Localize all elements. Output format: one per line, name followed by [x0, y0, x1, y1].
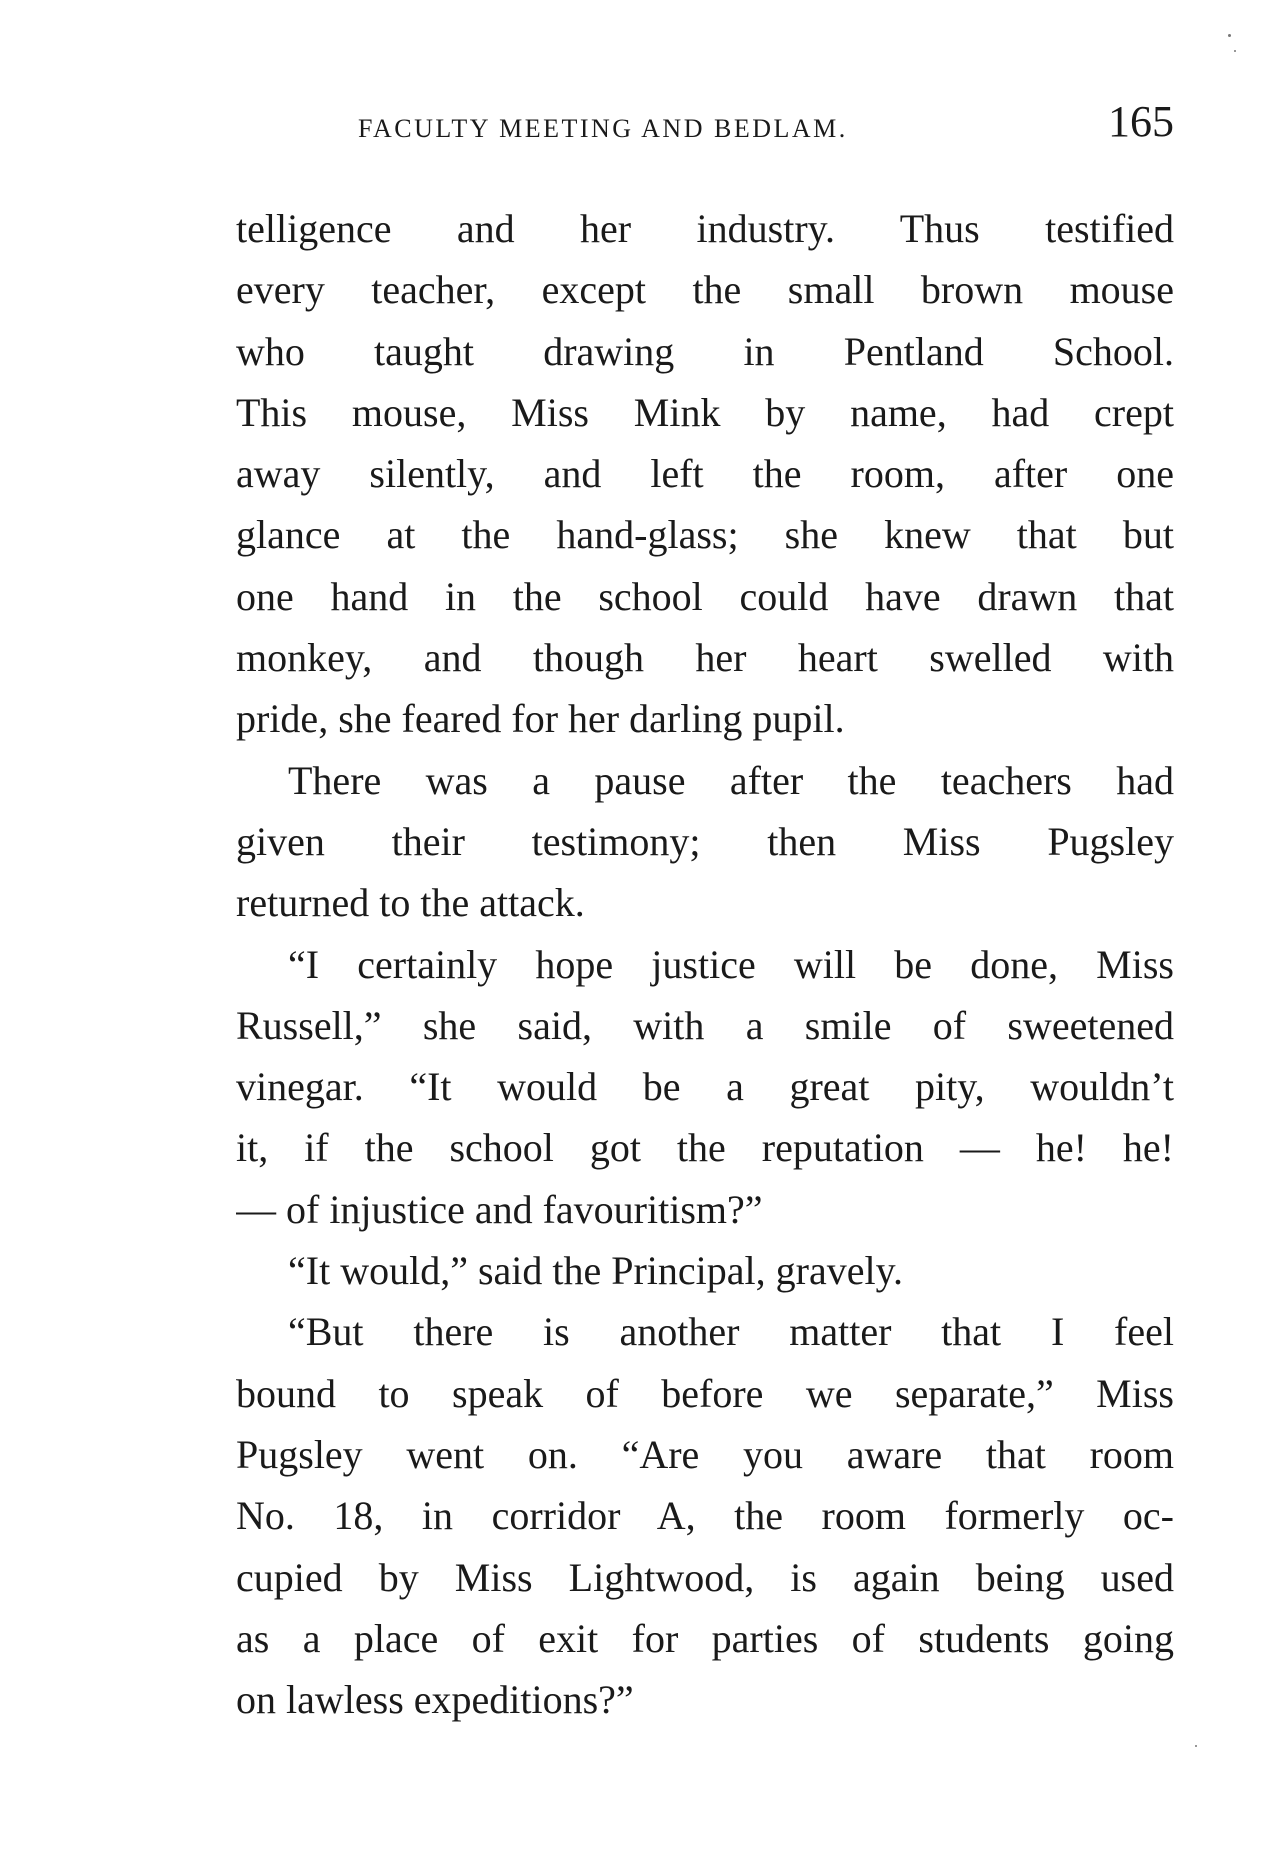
- text-line: bound to speak of before we separate,” Miss: [236, 1370, 1174, 1416]
- text-line: Pugsley went on. “Are you aware that room: [236, 1431, 1174, 1477]
- text-line: vinegar. “It would be a great pity, wouldn’t: [236, 1064, 1174, 1110]
- text-line: given their testimony; then Miss Pugsley: [236, 818, 1174, 864]
- text-line: This mouse, Miss Mink by name, had crept: [236, 389, 1174, 435]
- paper-speck: [1228, 34, 1231, 37]
- text-line: as a place of exit for parties of students going: [236, 1615, 1174, 1661]
- text-line: monkey, and though her heart swelled with: [236, 635, 1174, 681]
- text-line: telligence and her industry. Thus testified: [236, 206, 1174, 251]
- text-line: Russell,” she said, with a smile of sweetened: [236, 1002, 1174, 1048]
- text-line: “It would,” said the Principal, gravely.: [288, 1248, 903, 1294]
- text-line: “I certainly hope justice will be done, Miss: [288, 941, 1174, 987]
- running-title: FACULTY MEETING AND BEDLAM.: [358, 114, 848, 143]
- page-header: [236, 98, 1174, 158]
- text-line: cupied by Miss Lightwood, is again being used: [236, 1554, 1174, 1600]
- text-line: pride, she feared for her darling pupil.: [236, 696, 845, 742]
- text-line: There was a pause after the teachers had: [288, 757, 1174, 803]
- paper-speck: [1234, 50, 1236, 52]
- page-number: 165: [1108, 97, 1174, 146]
- text-line: returned to the attack.: [236, 880, 585, 926]
- body-text: [236, 198, 1174, 1730]
- text-line: on lawless expeditions?”: [236, 1677, 634, 1723]
- text-line: “But there is another matter that I feel: [288, 1309, 1174, 1355]
- text-line: No. 18, in corridor A, the room formerly oc-: [236, 1493, 1174, 1539]
- paper-speck: [1195, 1745, 1197, 1747]
- text-line: it, if the school got the reputation — he! he!: [236, 1125, 1174, 1171]
- text-line: one hand in the school could have drawn that: [236, 573, 1174, 619]
- text-line: who taught drawing in Pentland School.: [236, 328, 1174, 374]
- text-line: — of injustice and favouritism?”: [236, 1186, 763, 1232]
- text-line: glance at the hand-glass; she knew that but: [236, 512, 1174, 558]
- text-line: away silently, and left the room, after one: [236, 451, 1174, 497]
- text-line: every teacher, except the small brown mouse: [236, 267, 1174, 313]
